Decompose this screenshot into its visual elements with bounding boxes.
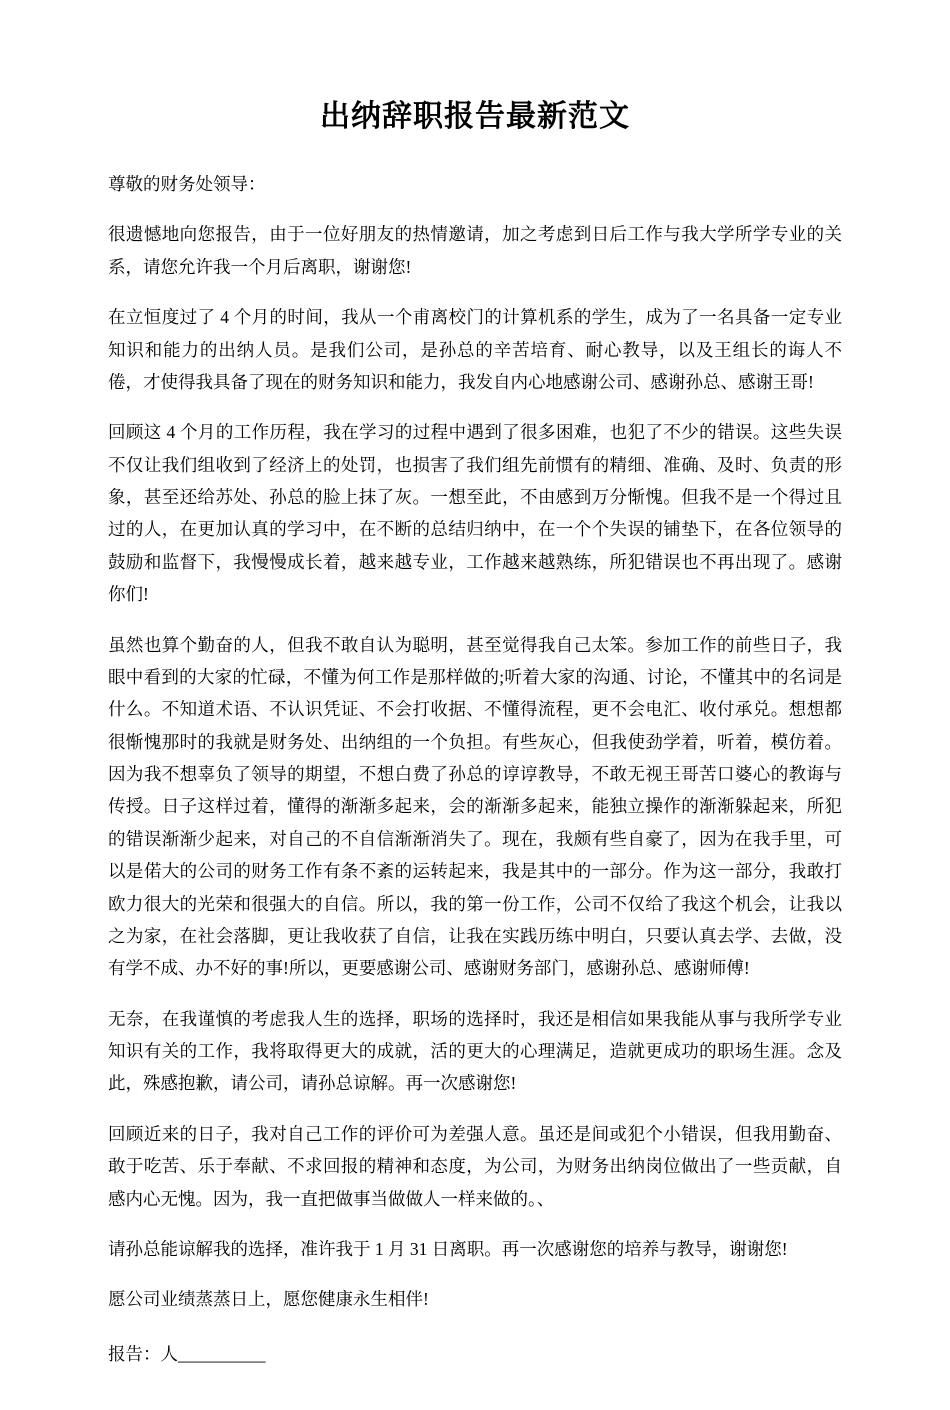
body-paragraph-4: 虽然也算个勤奋的人，但我不敢自认为聪明，甚至觉得我自己太笨。参加工作的前些日子，我眼中看到的大家的忙碌，不懂为何工作是那样做的;听着大家的沟通、讨论，不懂其中的名词是什么。不知道术语、不认识凭证、不会打收据、不懂得流程，更不会电汇、收付承兑。想想都很惭愧那时的我就是财务处、出纳组的一个负担。有些灰心，但我使劲学着，听着，模仿着。因为我不想辜负了领导的期望，不想白费了孙总的谆谆教导，不敢无视王哥苦口婆心的教诲与传授。日子这样过着，懂得的渐渐多起来，会的渐渐多起来，能独立操作的渐渐躲起来，所犯的错误渐渐少起来，对自己的不自信渐渐消失了。现在，我颇有些自豪了，因为在我手里，可以是偌大的公司的财务工作有条不紊的运转起来，我是其中的一部分。作为这一部分，我敢打欧力很大的光荣和很强大的自信。所以，我的第一份工作，公司不仅给了我这个机会，让我以之为家，在社会落脚，更让我收获了自信，让我在实践历练中明白，只要认真去学、去做，没有学不成、办不好的事!所以，更要感谢公司、感谢财务部门，感谢孙总、感谢师傅! <box>108 634 842 979</box>
body-paragraph-2: 在立恒度过了 4 个月的时间，我从一个甫离校门的计算机系的学生，成为了一名具备一定专业知识和能力的出纳人员。是我们公司，是孙总的辛苦培育、耐心教导，以及王组长的诲人不倦，才使得我具备了现在的财务知识和能力，我发自内心地感谢公司、感谢孙总、感谢王哥! <box>108 307 842 392</box>
salutation-paragraph: 尊敬的财务处领导： <box>108 174 266 194</box>
signature-line: 报告：人__________ <box>108 1343 266 1364</box>
body-paragraph-1: 很遗憾地向您报告，由于一位好朋友的热情邀请，加之考虑到日后工作与我大学所学专业的关系，请您允许我一个月后离职，谢谢您! <box>108 224 842 277</box>
closing-paragraph: 愿公司业绩蒸蒸日上，愿您健康永生相伴! <box>108 1289 429 1310</box>
body-paragraph-6: 回顾近来的日子，我对自己工作的评价可为差强人意。虽还是间或犯个小错误，但我用勤奋、敢于吃苦、乐于奉献、不求回报的精神和态度，为公司，为财务出纳岗位做出了一些贡献，自感内心无愧。因为，我一直把做事当做做人一样来做的。、 <box>108 1123 842 1209</box>
page-title: 出纳辞职报告最新范文 <box>320 100 630 133</box>
body-paragraph-3: 回顾这 4 个月的工作历程，我在学习的过程中遇到了很多困难，也犯了不少的错误。这些失误不仅让我们组收到了经济上的处罚，也损害了我们组先前惯有的精细、准确、及时、负责的形象，甚至还给苏处、孙总的脸上抹了灰。一想至此，不由感到万分惭愧。但我不是一个得过且过的人，在更加认真的学习中，在不断的总结归纳中，在一个个失误的铺垫下，在各位领导的鼓励和监督下，我慢慢成长着，越来越专业，工作越来越熟练，所犯错误也不再出现了。感谢你们! <box>108 422 842 605</box>
body-paragraph-7: 请孙总能谅解我的选择，准许我于 1 月 31 日离职。再一次感谢您的培养与教导，谢谢您! <box>108 1238 788 1259</box>
body-paragraph-5: 无奈，在我谨慎的考虑我人生的选择，职场的选择时，我还是相信如果我能从事与我所学专业知识有关的工作，我将取得更大的成就，活的更大的心理满足，造就更成功的职场生涯。念及此，殊感抱歉，请公司，请孙总谅解。再一次感谢您! <box>108 1008 842 1094</box>
